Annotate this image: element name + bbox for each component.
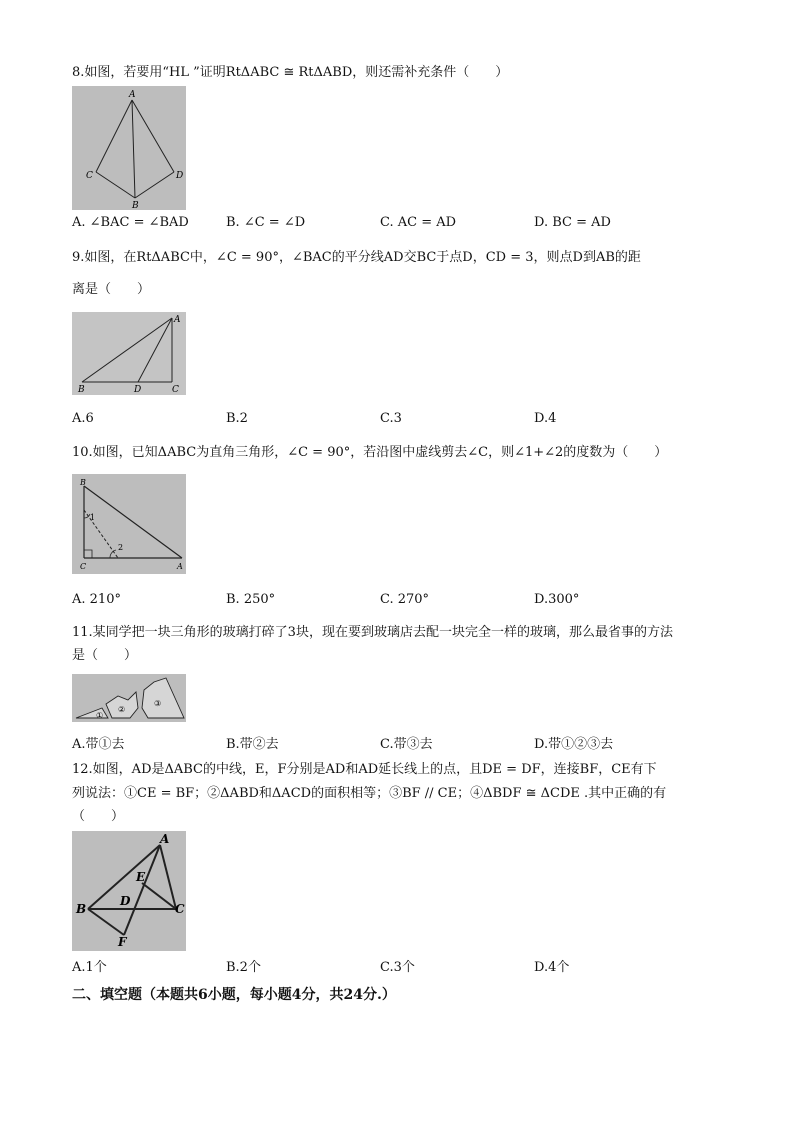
q9-stem-line1: 9.如图，在RtΔABC中，∠C = 90°，∠BAC的平分线AD交BC于点D，CD = 3，则点D到AB的距 <box>72 250 641 265</box>
q11-diagram <box>72 674 186 722</box>
q8-option-a[interactable]: A. ∠BAC = ∠BAD <box>72 215 189 230</box>
q9-label-d: D <box>134 385 142 395</box>
q8-option-d[interactable]: D. BC = AD <box>534 215 611 230</box>
q10-stem: 10.如图，已知ΔABC为直角三角形，∠C = 90°，若沿图中虚线剪去∠C，则∠1+∠2的度数为（ ） <box>72 445 668 460</box>
q10-options <box>72 591 712 609</box>
q11-label-2: ② <box>118 705 126 714</box>
q12-stem-line2: 列说法：①CE = BF；②ΔABD和ΔACD的面积相等；③BF // CE；④ΔBDF ≅ ΔCDE .其中正确的有 <box>72 786 667 801</box>
q10-label-2: 2 <box>118 543 124 552</box>
q11-figure <box>72 674 186 722</box>
q9-option-c[interactable]: C.3 <box>380 411 402 426</box>
q11-option-c[interactable]: C.带③去 <box>380 737 433 752</box>
q12-stem-line1: 12.如图，AD是ΔABC的中线，E，F分别是AD和AD延长线上的点，且DE = DF，连接BF，CE有下 <box>72 762 657 777</box>
q8-options <box>72 214 712 232</box>
q10-label-a: A <box>177 562 183 571</box>
q11-option-a[interactable]: A.带①去 <box>72 737 125 752</box>
q9-label-a: A <box>174 315 181 325</box>
q8-stem: 8.如图，若要用“HL ”证明RtΔABC ≅ RtΔABD，则还需补充条件（ ） <box>72 65 509 80</box>
q9-option-b[interactable]: B.2 <box>226 411 248 426</box>
q8-option-c[interactable]: C. AC = AD <box>380 215 457 230</box>
q11-label-3: ③ <box>154 699 162 708</box>
q11-label-1: ① <box>96 711 104 720</box>
q12-option-c[interactable]: C.3个 <box>380 960 415 975</box>
q10-option-b[interactable]: B. 250° <box>226 592 276 607</box>
q8-figure <box>72 86 186 210</box>
q9-stem-line2: 离是（ ） <box>72 282 151 297</box>
q12-options <box>72 959 712 977</box>
q10-figure <box>72 474 186 574</box>
q12-option-a[interactable]: A.1个 <box>72 960 107 975</box>
q12-label-f: F <box>118 935 127 949</box>
q10-diagram <box>72 474 186 574</box>
q9-diagram <box>72 312 186 395</box>
q8-label-b: B <box>132 201 139 210</box>
q8-label-c: C <box>86 171 93 181</box>
q11-options <box>72 736 712 754</box>
q8-label-d: D <box>176 171 184 181</box>
q10-option-a[interactable]: A. 210° <box>72 592 121 607</box>
q10-option-d[interactable]: D.300° <box>534 592 580 607</box>
q10-option-c[interactable]: C. 270° <box>380 592 430 607</box>
q12-label-d: D <box>120 894 131 908</box>
q9-figure <box>72 312 186 395</box>
q12-label-a: A <box>160 832 170 846</box>
q8-option-b[interactable]: B. ∠C = ∠D <box>226 215 306 230</box>
section-title: 二、填空题（本题共6小题，每小题4分，共24分.） <box>72 987 396 1003</box>
q11-stem-line2: 是（ ） <box>72 648 138 663</box>
q12-label-c: C <box>175 902 185 916</box>
q9-options <box>72 410 712 428</box>
q9-option-d[interactable]: D.4 <box>534 411 557 426</box>
q12-option-b[interactable]: B.2个 <box>226 960 261 975</box>
q12-label-b: B <box>76 902 87 916</box>
q9-option-a[interactable]: A.6 <box>72 411 94 426</box>
q11-option-b[interactable]: B.带②去 <box>226 737 279 752</box>
q12-stem-line3: （ ） <box>72 809 125 824</box>
q12-figure <box>72 831 186 951</box>
q10-label-b: B <box>80 478 86 487</box>
q12-option-d[interactable]: D.4个 <box>534 960 570 975</box>
q10-label-1: 1 <box>90 513 96 522</box>
q8-diagram <box>72 86 186 210</box>
q11-stem-line1: 11.某同学把一块三角形的玻璃打碎了3块，现在要到玻璃店去配一块完全一样的玻璃，那么最省事的方法 <box>72 625 673 640</box>
q9-label-c: C <box>172 385 179 395</box>
q9-label-b: B <box>78 385 85 395</box>
q8-label-a: A <box>129 90 136 100</box>
q10-label-c: C <box>80 562 87 571</box>
q12-diagram <box>72 831 186 951</box>
q12-label-e: E <box>136 870 146 884</box>
q11-option-d[interactable]: D.带①②③去 <box>534 737 614 752</box>
